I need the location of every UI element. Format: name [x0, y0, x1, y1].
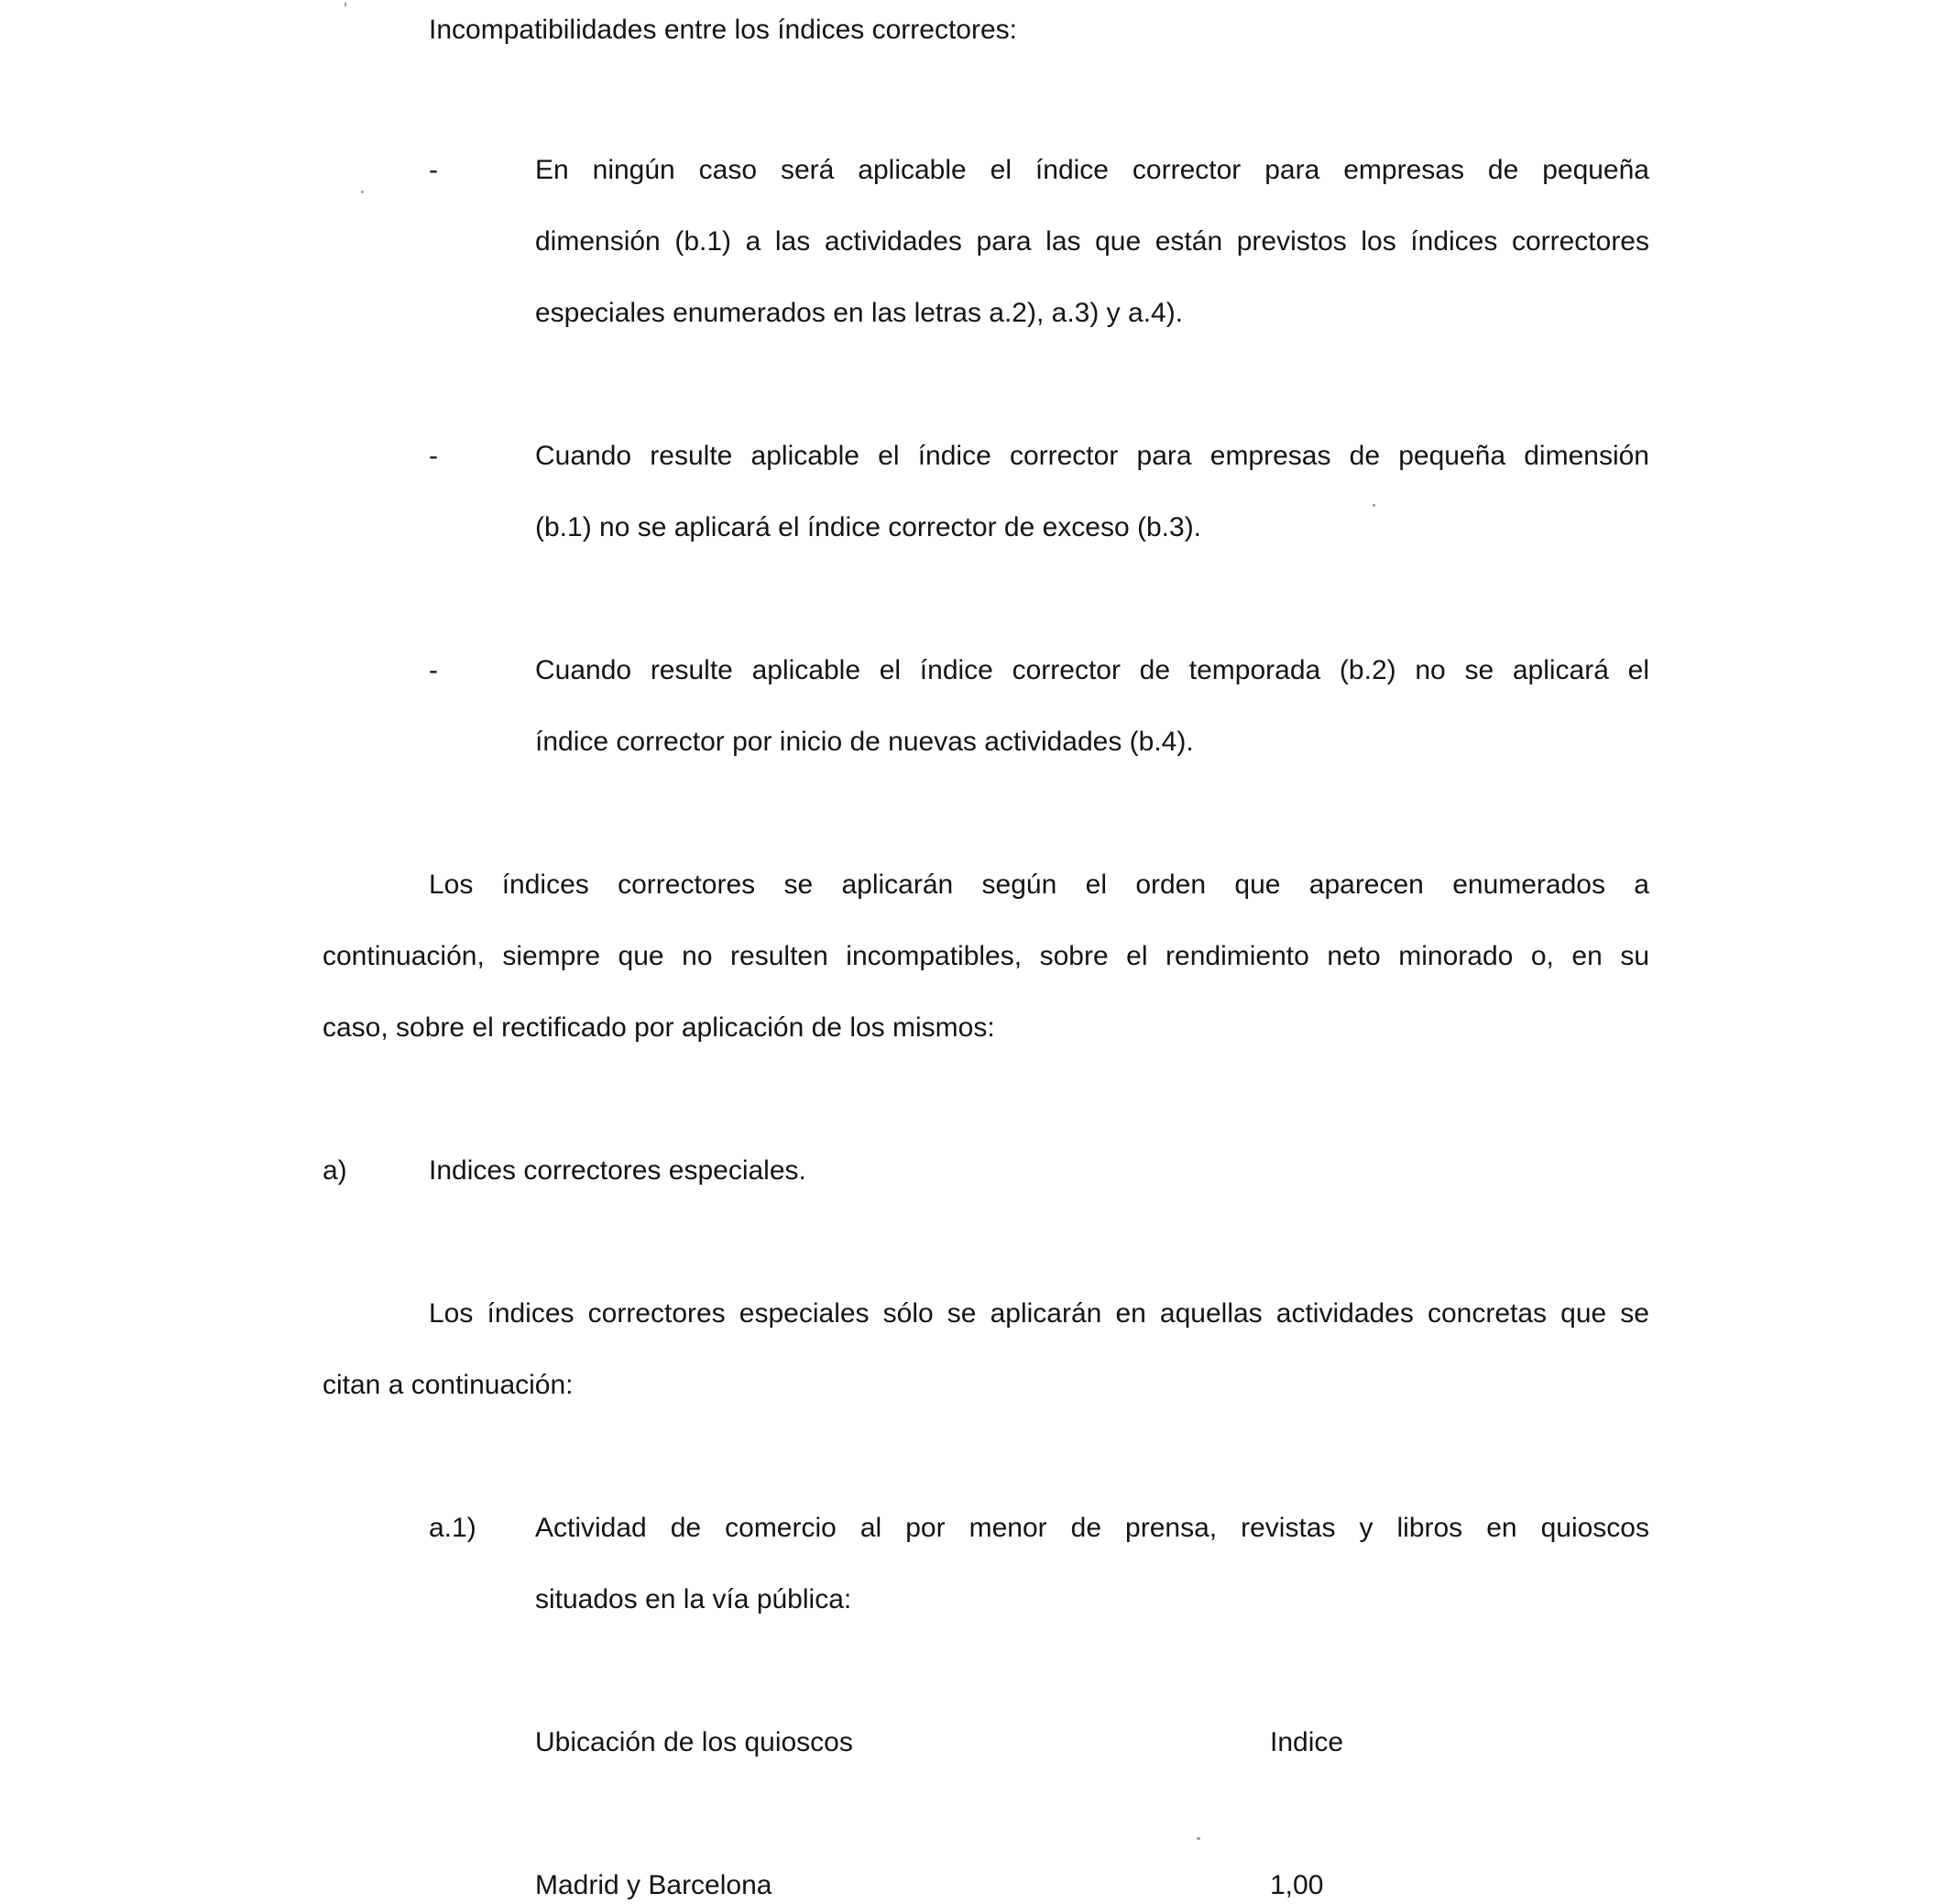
- bullet-1-line-2: dimensión (b.1) a las actividades para las que están previstos los índices correctores: [535, 226, 1649, 257]
- section-a-marker: a): [323, 1155, 347, 1186]
- bullet-marker: -: [429, 155, 438, 185]
- table-row-location: Madrid y Barcelona: [535, 1870, 772, 1900]
- scan-speck: [1197, 1837, 1200, 1840]
- bullet-2-line-1: Cuando resulte aplicable el índice corrector para empresas de pequeña dimensión: [535, 441, 1649, 471]
- section-a1-line-1: Actividad de comercio al por menor de prensa, revistas y libros en quioscos: [535, 1513, 1649, 1543]
- section-heading: Incompatibilidades entre los índices correctores:: [429, 15, 1017, 45]
- paragraph-order-line-2: continuación, siempre que no resulten incompatibles, sobre el rendimiento neto minorado o, en su: [323, 941, 1649, 971]
- paragraph-special-line-1: Los índices correctores especiales sólo se aplicarán en aquellas actividades concretas que se: [429, 1298, 1649, 1329]
- bullet-1-line-1: En ningún caso será aplicable el índice corrector para empresas de pequeña: [535, 155, 1649, 185]
- section-a-title: Indices correctores especiales.: [429, 1155, 806, 1186]
- scan-speck: [345, 2, 346, 7]
- bullet-1-line-3: especiales enumerados en las letras a.2), a.3) y a.4).: [535, 298, 1184, 328]
- scan-speck: [361, 191, 364, 193]
- scan-speck: [1373, 504, 1375, 507]
- bullet-3-line-2: índice corrector por inicio de nuevas actividades (b.4).: [535, 727, 1194, 757]
- bullet-marker: -: [429, 441, 438, 471]
- bullet-marker: -: [429, 655, 438, 685]
- paragraph-special-line-2: citan a continuación:: [323, 1370, 574, 1400]
- paragraph-order-line-3: caso, sobre el rectificado por aplicación de los mismos:: [323, 1012, 995, 1043]
- section-a1-line-2: situados en la vía pública:: [535, 1584, 852, 1614]
- paragraph-order-line-1: Los índices correctores se aplicarán según el orden que aparecen enumerados a: [429, 870, 1649, 900]
- bullet-3-line-1: Cuando resulte aplicable el índice corrector de temporada (b.2) no se aplicará el: [535, 655, 1649, 685]
- table-header-index: Indice: [1270, 1727, 1344, 1757]
- bullet-2-line-2: (b.1) no se aplicará el índice corrector de exceso (b.3).: [535, 512, 1202, 542]
- table-header-location: Ubicación de los quioscos: [535, 1727, 853, 1757]
- section-a1-marker: a.1): [429, 1513, 476, 1543]
- table-row-index: 1,00: [1270, 1870, 1324, 1900]
